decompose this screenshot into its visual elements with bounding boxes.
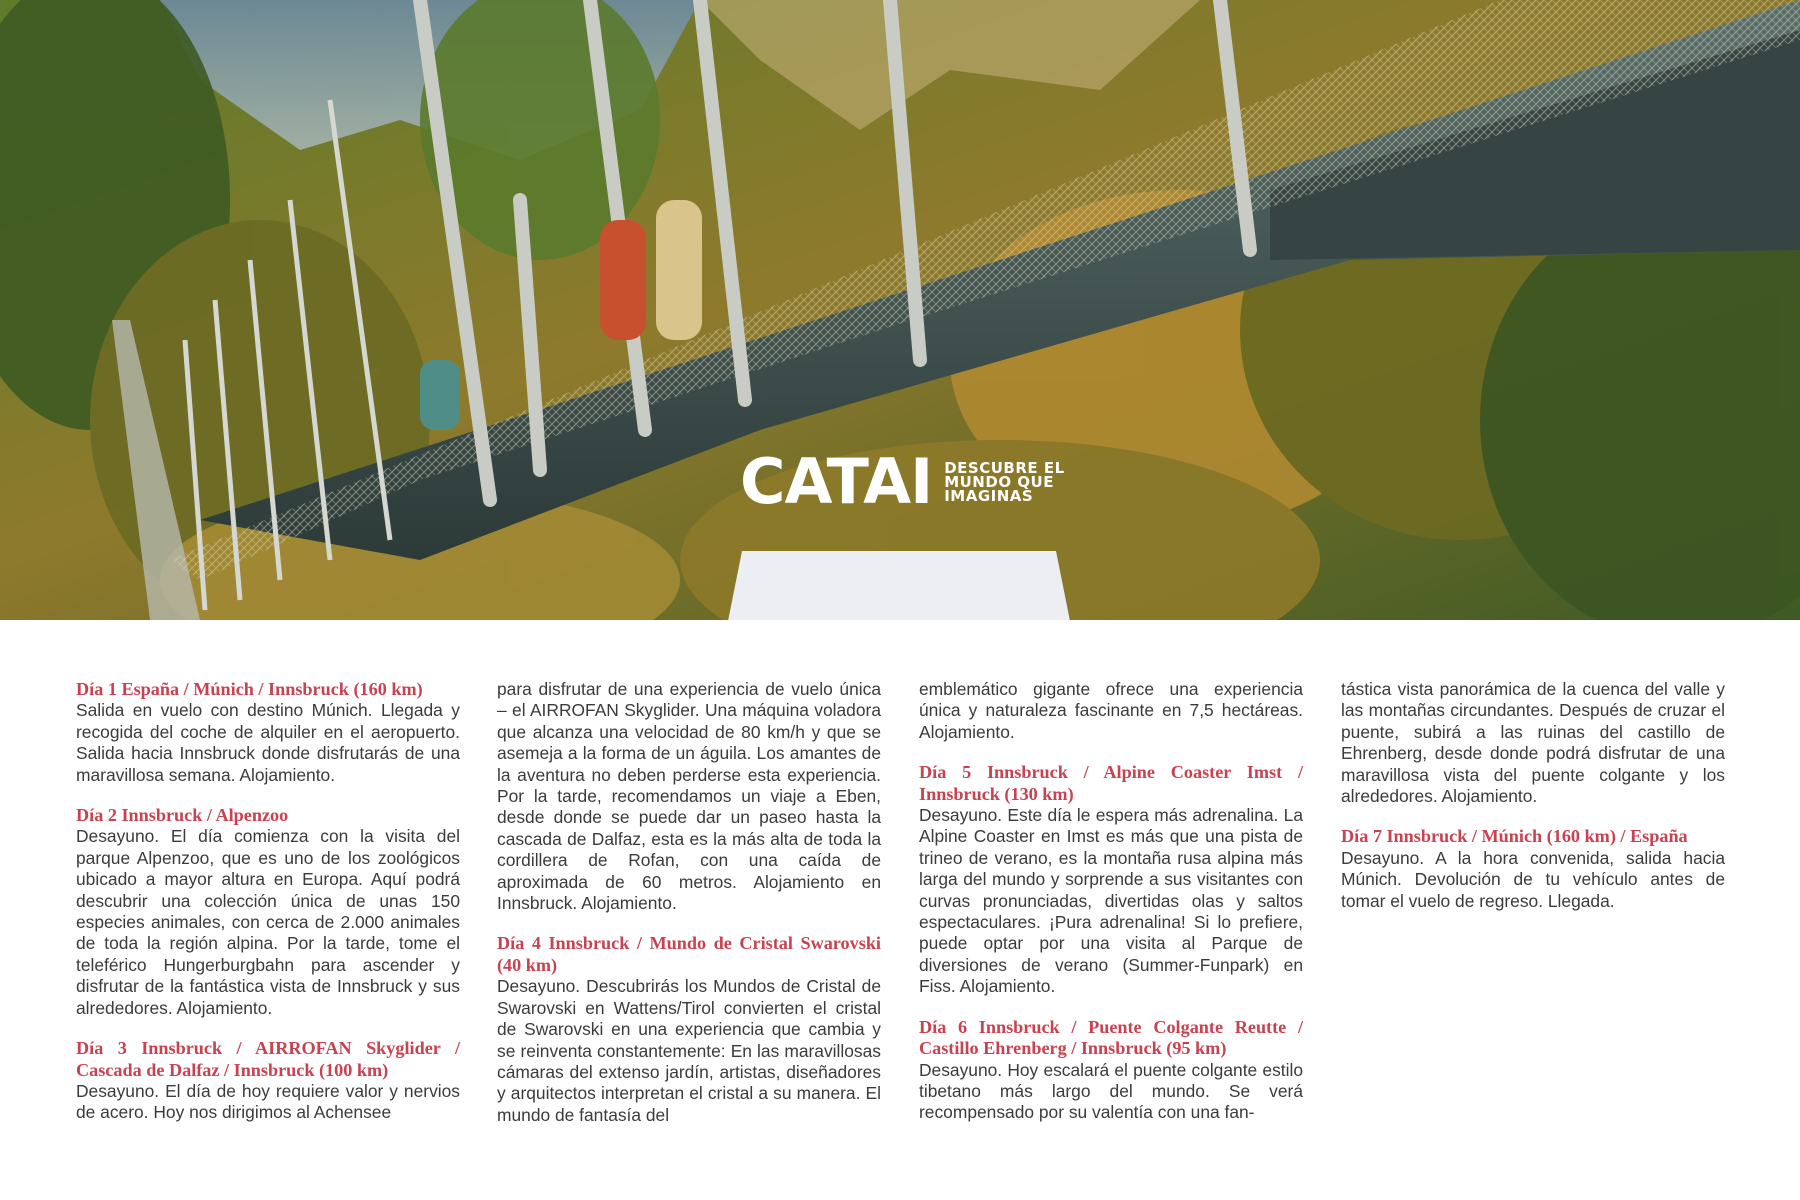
day-2-text: Desayuno. El día comienza con la visita del parque Alpenzoo, que es uno de los zoológicos ubicado a mayor altura en Europa. Aquí podrá descubrir una colección única de unas 150 especies animales, con cerca de 2.000 animales de toda la región alpina. Por la tarde, tome el teleférico Hungerburgbahn para ascender y disfrutar de la fantástica vista de Innsbruck y sus alrededores. Alojamiento. (76, 826, 460, 1018)
day-6-text-start: Desayuno. Hoy escalará el puente colgante estilo tibetano más largo del mundo. Se verá recompensado por su valentía con una fan- (919, 1059, 1303, 1123)
day-4-continued (919, 679, 1303, 743)
day-1-text: Salida en vuelo con destino Múnich. Llegada y recogida del coche de alquiler en el aeropuerto. Salida hacia Innsbruck donde disfrutarás de una maravillosa semana. Alojamiento. (76, 700, 460, 785)
day-7-block (1341, 826, 1725, 912)
day-4-block (497, 933, 881, 1126)
day-5-heading: Día 5 Innsbruck / Alpine Coaster Imst / Innsbruck (130 km) (919, 762, 1303, 804)
day-6-continued (1341, 679, 1725, 807)
tagline-line-1: DESCUBRE EL (944, 459, 1065, 477)
day-4-text-end: emblemático gigante ofrece una experiencia única y naturaleza fascinante en 7,5 hectáreas. Alojamiento. (919, 679, 1303, 742)
logo-tagline (944, 461, 1064, 503)
day-3-text-start: Desayuno. El día de hoy requiere valor y nervios de acero. Hoy nos dirigimos al Achensee (76, 1080, 460, 1123)
day-2-heading: Día 2 Innsbruck / Alpenzoo (76, 805, 289, 826)
itinerary-column-1 (76, 679, 460, 1143)
tagline-line-2: MUNDO QUE (944, 473, 1054, 491)
day-6-heading: Día 6 Innsbruck / Puente Colgante Reutte / Castillo Ehrenberg / Innsbruck (95 km) (919, 1016, 1303, 1059)
day-1-heading: Día 1 España / Múnich / Innsbruck (160 km) (76, 679, 423, 699)
day-5-block (919, 762, 1303, 997)
day-1-block (76, 679, 460, 786)
itinerary-column-3 (919, 679, 1303, 1143)
tagline-line-3: IMAGINAS (944, 487, 1034, 505)
day-3-text-end: para disfrutar de una experiencia de vuelo única – el AIRROFAN Skyglider. Una máquina voladora que alcanza una velocidad de 80 km/h y que se asemeja a la forma de un águila. Los amantes de la aventura no deben perderse esta experiencia. Por la tarde, recomendamos un viaje a Eben, desde donde se puede dar un paseo hasta la cascada de Dalfaz, esta es la más alta de toda la cordillera de Rofan, con una caída de aproximada de 60 metros. Alojamiento en Innsbruck. Alojamiento. (497, 679, 881, 914)
day-6-text-end: tástica vista panorámica de la cuenca del valle y las montañas circundantes. Después de cruzar el puente, subirá a las ruinas del castillo de Ehrenberg, desde donde podrá disfrutar de una maravillosa vista del puente colgante y los alrededores. Alojamiento. (1341, 679, 1725, 807)
day-3-heading: Día 3 Innsbruck / AIRROFAN Skyglider / Cascada de Dalfaz / Innsbruck (100 km) (76, 1038, 460, 1080)
day-5-text: Desayuno. Este día le espera más adrenalina. La Alpine Coaster en Imst es más que una pista de trineo de verano, es la montaña rusa alpina más larga del mundo y sorprende a sus visitantes con curvas pronunciadas, divertidas olas y saltos espectaculares. ¡Pura adrenalina! Si lo prefiere, puede optar por una visita al Parque de diversiones de verano (Summer-Funpark) en Fiss. Alojamiento. (919, 805, 1303, 997)
day-4-text-start: Desayuno. Descubrirás los Mundos de Cristal de Swarovski en Wattens/Tirol convierten el cristal de Swarovski en una experiencia que cambia y se reinventa constantemente: En las maravillosas cámaras del extenso jardín, artistas, diseñadores y arquitectos interpretan el cristal a su manera. El mundo de fantasía del (497, 976, 881, 1125)
page-tab (728, 551, 1070, 620)
day-3-block (76, 1038, 460, 1124)
logo-wordmark: CATAI (740, 445, 933, 518)
day-7-heading: Día 7 Innsbruck / Múnich (160 km) / España (1341, 826, 1688, 847)
day-7-text: Desayuno. A la hora convenida, salida hacia Múnich. Devolución de tu vehículo antes de tomar el vuelo de regreso. Llegada. (1341, 847, 1725, 911)
day-4-heading: Día 4 Innsbruck / Mundo de Cristal Swarovski (40 km) (497, 933, 881, 975)
catai-logo (740, 445, 1065, 518)
day-2-block (76, 805, 460, 1019)
day-3-continued (497, 679, 881, 914)
itinerary-column-4 (1341, 679, 1725, 931)
day-6-block (919, 1017, 1303, 1124)
itinerary-column-2 (497, 679, 881, 1145)
